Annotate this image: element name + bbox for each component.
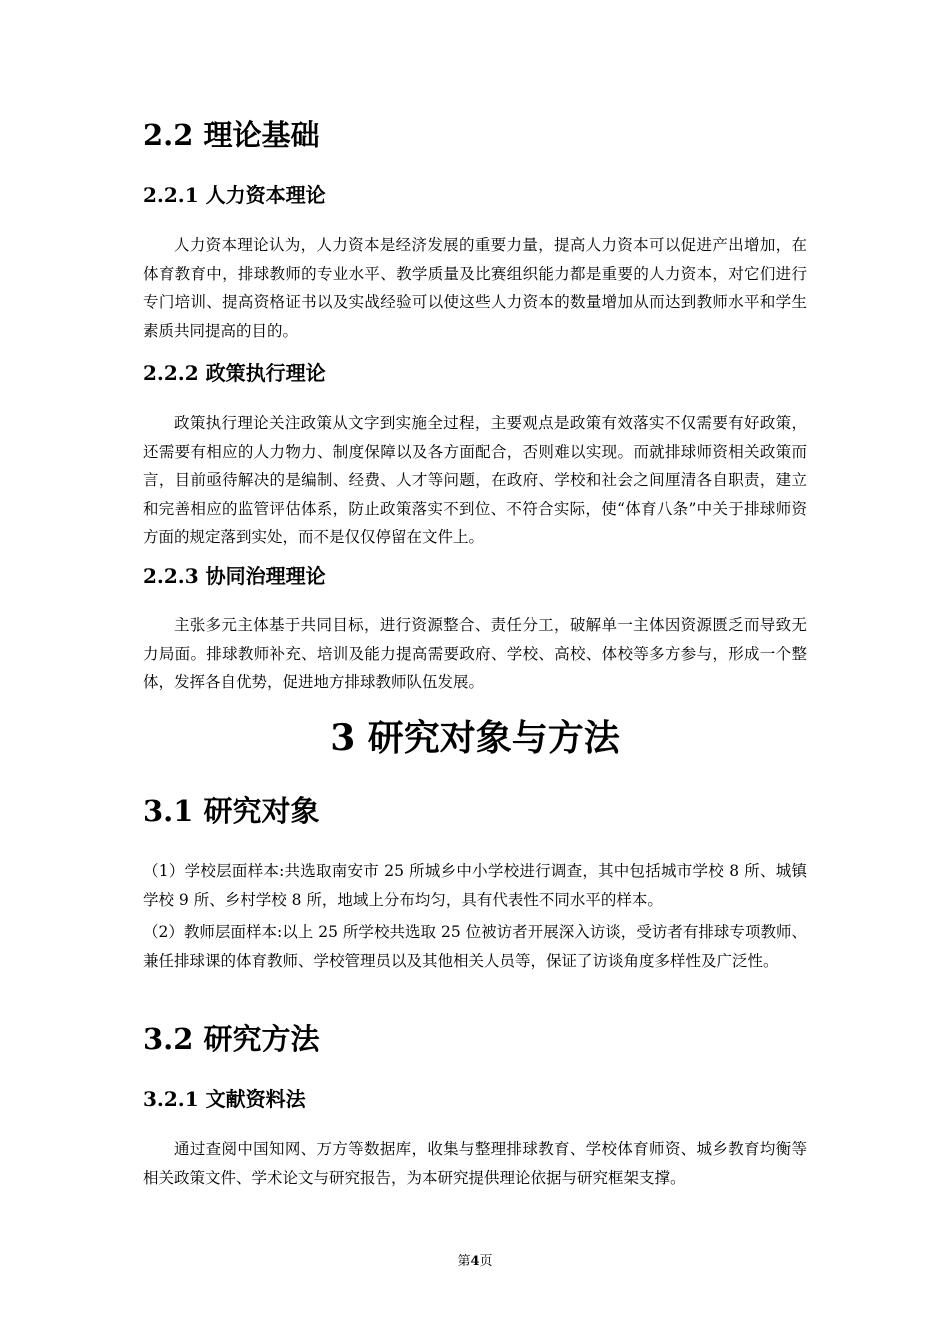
page-number: 4	[470, 1254, 480, 1269]
section-heading-3-1: 3.1 研究对象	[143, 794, 320, 828]
section-heading-3-2: 3.2 研究方法	[143, 1022, 320, 1056]
paragraph-policy-implementation: 政策执行理论关注政策从文字到实施全过程，主要观点是政策有效落实不仅需要有好政策，还需要有相应的人力物力、制度保障以及各方面配合，否则难以实现。而就排球师资相关政策而言，目前亟待解决的是编制、经费、人才等问题，在政府、学校和社会之间厘清各自职责，建立和完善相应的监管评估体系，防止政策落实不到位、不符合实际，使“体育八条”中关于排球师资方面的规定落到实处，而不是仅仅停留在文件上。	[143, 414, 807, 546]
subsection-heading-3-2-1: 3.2.1 文献资料法	[143, 1087, 306, 1111]
chapter-heading-3: 3 研究对象与方法	[330, 717, 620, 759]
subsection-heading-2-2-2: 2.2.2 政策执行理论	[143, 361, 326, 385]
sample-item-schools: （1）学校层面样本:共选取南安市 25 所城乡中小学校进行调查，其中包括城市学校 8 所、城镇学校 9 所、乡村学校 8 所，地域上分布均匀，具有代表性不同水平的样本。	[143, 862, 807, 909]
paragraph-human-capital: 人力资本理论认为，人力资本是经济发展的重要力量，提高人力资本可以促进产出增加，在体育教育中，排球教师的专业水平、教学质量及比赛组织能力都是重要的人力资本，对它们进行专门培训、提高资格证书以及实战经验可以使这些人力资本的数量增加从而达到教师水平和学生素质共同提高的目的。	[143, 236, 807, 340]
paragraph-literature-method: 通过查阅中国知网、万方等数据库，收集与整理排球教育、学校体育师资、城乡教育均衡等相关政策文件、学术论文与研究报告，为本研究提供理论依据与研究框架支撑。	[143, 1140, 807, 1187]
subsection-heading-2-2-1: 2.2.1 人力资本理论	[143, 183, 326, 207]
subsection-heading-2-2-3: 2.2.3 协同治理理论	[143, 564, 326, 588]
page-number-suffix: 页	[479, 1254, 493, 1269]
sample-item-teachers: （2）教师层面样本:以上 25 所学校共选取 25 位被访者开展深入访谈，受访者有排球专项教师、兼任排球课的体育教师、学校管理员以及其他相关人员等，保证了访谈角度多样性及广泛性。	[143, 923, 807, 970]
paragraph-collaborative-governance: 主张多元主体基于共同目标，进行资源整合、责任分工，破解单一主体因资源匮乏而导致无力局面。排球教师补充、培训及能力提高需要政府、学校、高校、体校等多方参与，形成一个整体，发挥各自优势，促进地方排球教师队伍发展。	[143, 616, 807, 691]
section-heading-2-2: 2.2 理论基础	[143, 118, 320, 152]
page-footer	[0, 1253, 950, 1271]
page-number-prefix: 第	[457, 1254, 471, 1269]
